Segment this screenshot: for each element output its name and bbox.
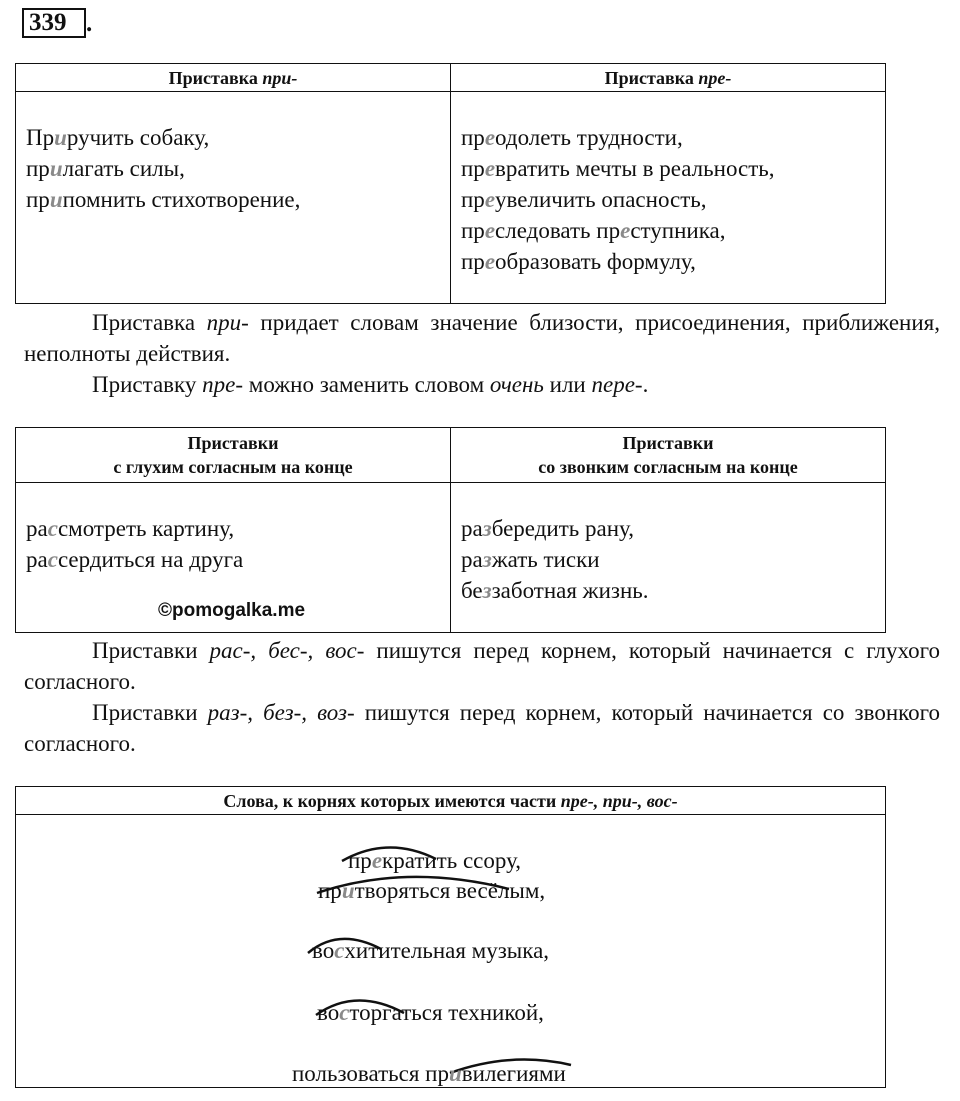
header-roots: Слова, к корнях которых имеются части пре-, при-, вос- <box>223 790 678 811</box>
header-pre: Приставка пре- <box>450 64 885 91</box>
table-header <box>16 64 885 92</box>
word-line: восхитительная музыка, <box>312 938 550 963</box>
word-line: прекратить ссору, <box>348 848 522 873</box>
list-item: разжать тиски <box>461 547 600 572</box>
table-header <box>16 787 885 815</box>
word-line: восторгаться техникой, <box>317 1000 544 1025</box>
header-pri: Приставка при- <box>168 67 298 88</box>
rule-voiceless: Приставки рас-, бес-, вос- пишутся перед корнем, который начинается с глухого согласного. <box>24 638 940 694</box>
table-pri-pre <box>15 63 886 304</box>
rule-pre: Приставку пре- можно заменить словом очень или пере-. <box>92 372 649 397</box>
list-item: рассмотреть картину, <box>26 516 235 541</box>
list-item: преобразовать формулу, <box>461 249 696 274</box>
header-voiced: Приставки со звонким согласным на конце <box>450 428 885 482</box>
list-item: Приручить собаку, <box>26 125 210 150</box>
rule-pri: Приставка при- придает словам значение близости, присоединения, приближения, неполноты действия. <box>24 310 940 366</box>
word-line: пользоваться привилегиями <box>292 1061 566 1086</box>
list-item: разбередить рану, <box>461 516 634 541</box>
list-item: прилагать силы, <box>26 156 185 181</box>
column-pri <box>16 92 450 304</box>
list-item: преувеличить опасность, <box>461 187 707 212</box>
column-voiced <box>450 483 885 633</box>
list-item: припомнить стихотворение, <box>26 187 301 212</box>
column-pre <box>450 92 885 304</box>
exercise-number-dot: . <box>86 10 93 37</box>
header-voiceless: Приставки с глухим согласным на конце <box>113 433 353 477</box>
rule-consonants <box>24 635 940 759</box>
table-consonants <box>15 427 886 633</box>
word-line: притворяться весёлым, <box>318 878 546 903</box>
table-header <box>16 428 885 483</box>
list-item: преодолеть трудности, <box>461 125 683 150</box>
list-item: рассердиться на друга <box>26 547 244 572</box>
list-item: преследовать преступника, <box>461 218 726 243</box>
rule-voiced: Приставки раз-, без-, воз- пишутся перед корнем, который начинается со звонкого согласного. <box>24 700 940 756</box>
watermark: ©pomogalka.me <box>158 600 306 621</box>
roots-words <box>16 815 885 1085</box>
table-roots <box>15 786 886 1088</box>
rule-pri-pre <box>24 307 940 400</box>
exercise-number: 339 <box>22 8 86 38</box>
list-item: превратить мечты в реальность, <box>461 156 775 181</box>
list-item: беззаботная жизнь. <box>461 578 649 603</box>
